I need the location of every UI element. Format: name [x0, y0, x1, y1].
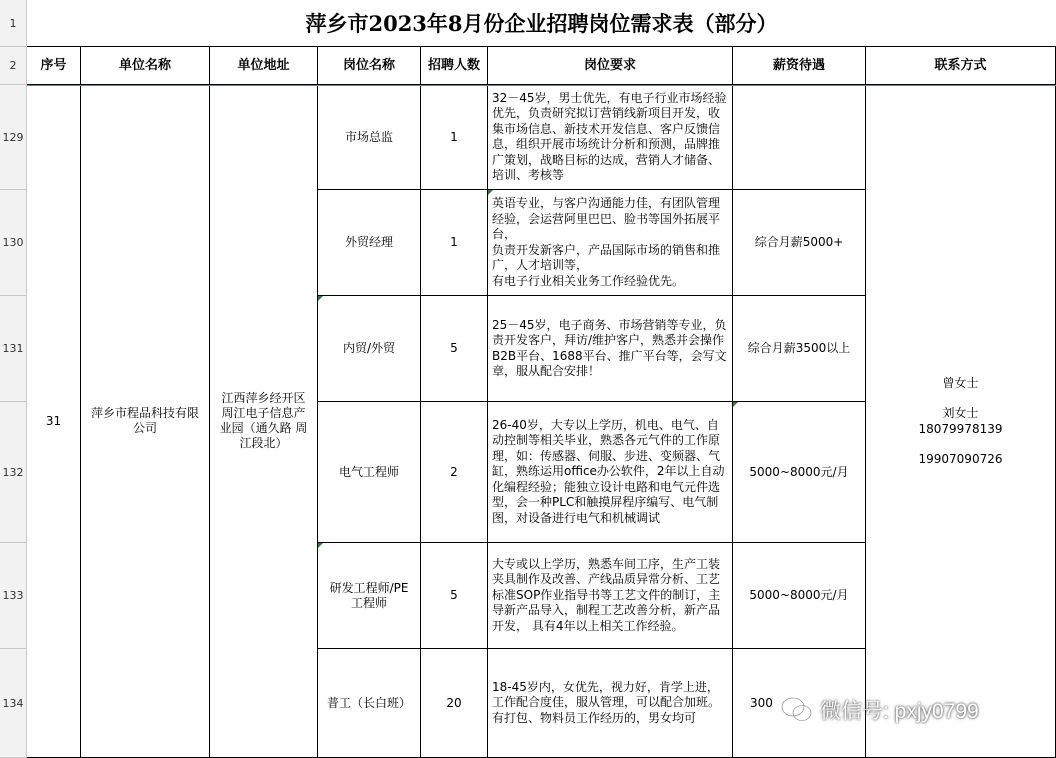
requirement-text: 18-45岁内，女优先，视力好，肯学上进，工作配合度佳，服从管理，可以配合加班。 [492, 679, 721, 710]
job-salary-cell[interactable] [733, 85, 866, 190]
job-salary-cell[interactable]: 综合月薪5000+ [733, 190, 866, 296]
watermark [780, 693, 979, 727]
header-seq[interactable]: 序号 [27, 47, 81, 85]
job-position-cell[interactable]: 外贸经理 [318, 190, 421, 296]
watermark-text: 微信号: pxjy0799 [820, 700, 979, 723]
header-requirements[interactable]: 岗位要求 [488, 47, 733, 85]
row-header[interactable]: 2 [0, 47, 27, 85]
company-seq-cell[interactable]: 31 [27, 85, 81, 758]
row-header[interactable]: 132 [0, 402, 27, 543]
wechat-icon [780, 695, 814, 725]
comment-marker [488, 190, 493, 195]
company-name-cell[interactable]: 萍乡市程品科技有限公司 [81, 85, 210, 758]
job-salary-cell[interactable]: 综合月薪3500以上 [733, 296, 866, 402]
requirement-text: 负责开发新客户，产品国际市场的销售和推广，人才培训等， [492, 242, 721, 272]
comment-marker [318, 543, 323, 548]
header-salary[interactable]: 薪资待遇 [733, 47, 866, 85]
job-position-cell[interactable]: 普工（长白班） [318, 649, 421, 758]
header-contact[interactable]: 联系方式 [866, 47, 1056, 85]
comment-marker [318, 296, 323, 301]
job-count-cell[interactable]: 1 [421, 85, 488, 190]
requirement-text: 32－45岁，男士优先，有电子行业市场经验优先，负责研究拟订营销线新项目开发，收集市场信息、新技术开发信息、客户反馈信息，组织开展市场统计分析和预测，品牌推广策划，战略目标的达成，营销人才储备、培训、考核等 [492, 90, 727, 182]
job-requirements-cell[interactable] [488, 543, 733, 649]
job-salary-cell[interactable]: 300 [733, 649, 866, 758]
company-address-cell[interactable]: 江西萍乡经开区周江电子信息产业园（通久路 周江段北） [210, 85, 318, 758]
job-requirements-cell[interactable] [488, 85, 733, 190]
job-count-cell[interactable]: 2 [421, 402, 488, 543]
comment-marker [733, 402, 738, 407]
job-salary-cell[interactable]: 5000~8000元/月 [733, 543, 866, 649]
sheet-title[interactable]: 萍乡市2023年8月份企业招聘岗位需求表（部分） [27, 0, 1056, 47]
requirement-text: 25－45岁，电子商务、市场营销等专业，负责开发客户，拜访/维护客户，熟悉并会操作B2B平台、1688平台、推广平台等，会写文章，服从配合安排！ [492, 317, 727, 378]
requirement-text: 有电子行业相关业务工作经验优先。 [492, 273, 685, 288]
contact-phone-2: 19907090726 [918, 452, 1003, 466]
job-requirements-cell[interactable] [488, 402, 733, 543]
contact-person-2: 刘女士 [942, 406, 979, 420]
row-header[interactable]: 133 [0, 543, 27, 649]
contact-cell[interactable] [866, 85, 1056, 758]
contact-person-1: 曾女士 [942, 376, 979, 390]
job-count-cell[interactable]: 5 [421, 543, 488, 649]
job-count-cell[interactable]: 20 [421, 649, 488, 758]
row-header[interactable]: 1 [0, 0, 27, 47]
job-position-cell[interactable]: 电气工程师 [318, 402, 421, 543]
header-position[interactable]: 岗位名称 [318, 47, 421, 85]
contact-phone-1: 18079978139 [918, 422, 1003, 436]
row-header[interactable]: 129 [0, 85, 27, 190]
job-requirements-cell[interactable] [488, 296, 733, 402]
header-count[interactable]: 招聘人数 [421, 47, 488, 85]
requirement-text: 26-40岁，大专以上学历，机电、电气、自动控制等相关毕业，熟悉各元气件的工作原理，如：传感器、伺服、步进、变频器、气缸，熟练运用office办公软件，2年以上自动化编程经验；能独立设计电路和电气元件选型，会一种PLC和触摸屏程序编写、电气制图，对设备进行电气和机械调试 [492, 417, 725, 525]
selection-line [27, 85, 1056, 86]
row-header[interactable]: 134 [0, 649, 27, 758]
job-position-cell[interactable]: 研发工程师/PE工程师 [318, 543, 421, 649]
requirement-text: 大专或以上学历，熟悉车间工序，生产工装夹具制作及改善、产线品质异常分析、工艺标准SOP作业指导书等工艺文件的制订，主导新产品导入，制程工艺改善分析，新产品开发， 具有4年以上相关工作经验。 [492, 556, 721, 633]
requirement-text: 英语专业，与客户沟通能力佳，有团队管理经验，会运营阿里巴巴、脸书等国外拓展平台， [492, 196, 721, 241]
row-header[interactable]: 131 [0, 296, 27, 402]
job-count-cell[interactable]: 5 [421, 296, 488, 402]
job-position-cell[interactable]: 市场总监 [318, 85, 421, 190]
row-header[interactable]: 130 [0, 190, 27, 296]
requirement-text: 有打包、物料员工作经历的，男女均可 [492, 710, 697, 725]
job-requirements-cell[interactable] [488, 649, 733, 758]
header-company[interactable]: 单位名称 [81, 47, 210, 85]
job-salary-cell[interactable]: 5000~8000元/月 [733, 402, 866, 543]
job-count-cell[interactable]: 1 [421, 190, 488, 296]
job-position-cell[interactable]: 内贸/外贸 [318, 296, 421, 402]
header-address[interactable]: 单位地址 [210, 47, 318, 85]
job-requirements-cell[interactable] [488, 190, 733, 296]
